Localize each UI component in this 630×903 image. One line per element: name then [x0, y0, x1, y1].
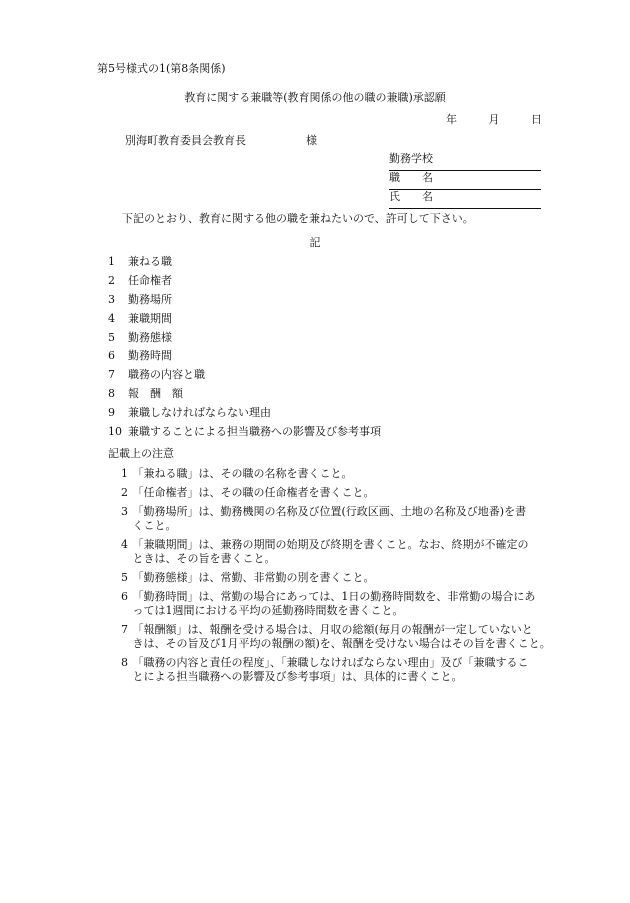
note-item: 8 「職務の内容と責任の程度」、「兼職しなければならない理由」及び「兼職するこ とによる担当職務への影響及び参考事項」は、具体的に書くこと。: [121, 656, 529, 683]
note-item: 3 「勤務場所」は、勤務機関の名称及び位置(行政区画、土地の名称及び地番)を書 くこと。: [121, 505, 527, 532]
recipient: [125, 134, 317, 148]
note-item: 1 「兼ねる職」は、その職の名称を書くこと。: [121, 467, 353, 480]
note-item: 4 「兼職期間」は、兼務の期間の始期及び終期を書くこと。なお、終期が不確定の ときは、その旨を書くこと。: [121, 538, 529, 565]
form-number: 第5号様式の1(第8条関係): [97, 62, 226, 75]
list-item: 8 報 酬 額: [108, 387, 183, 401]
note-item: 5 「勤務態様」は、常勤、非常勤の別を書くこと。: [121, 571, 375, 584]
list-item: 10 兼職することによる担当職務への影響及び参考事項: [108, 425, 381, 439]
list-item: 3 勤務場所: [108, 292, 172, 306]
list-item: 2 任命権者: [108, 273, 172, 287]
list-item: 6 勤務時間: [108, 349, 172, 363]
applicant-field-school[interactable]: 勤務学校: [389, 152, 541, 171]
date-month: 月: [488, 113, 500, 126]
list-item: 7 職務の内容と職: [108, 368, 205, 382]
recipient-honorific: 様: [306, 134, 317, 147]
document-title: 教育に関する兼職等(教育関係の他の職の兼職)承認願: [184, 91, 446, 104]
date-day: 日: [531, 113, 542, 126]
applicant-field-position[interactable]: 職 名: [389, 171, 541, 190]
list-item: 4 兼職期間: [108, 311, 172, 325]
recipient-name: 別海町教育委員会教育長: [125, 134, 246, 147]
note-item: 7 「報酬額」は、報酬を受ける場合は、月収の総額(毎月の報酬が一定していないと きは、その旨及び1月平均の報酬の額)を、報酬を受けない場合はその旨を書くこと。: [121, 623, 551, 650]
notes-heading: 記載上の注意: [108, 447, 174, 460]
date-line: [418, 113, 542, 127]
date-year: 年: [446, 113, 457, 126]
ki-heading: 記: [309, 236, 321, 249]
list-item: 1 兼ねる職: [108, 255, 172, 268]
note-item: 2 「任命権者」は、その職の任命権者を書くこと。: [121, 486, 375, 499]
notes-list: [121, 467, 571, 689]
list-item: 5 勤務態様: [108, 330, 172, 344]
item-list: [108, 255, 381, 444]
note-item: 6 「勤務時間」は、常勤の場合にあっては、1日の勤務時間数を、非常勤の場合にあ っては1週間における平均の延勤務時間数を書くこと。: [121, 590, 536, 617]
request-text: 下記のとおり、教育に関する他の職を兼ねたいので、許可して下さい。: [122, 212, 474, 225]
applicant-field-name[interactable]: 氏 名: [389, 190, 541, 209]
list-item: 9 兼職しなければならない理由: [108, 406, 271, 420]
applicant-block: [389, 152, 541, 209]
